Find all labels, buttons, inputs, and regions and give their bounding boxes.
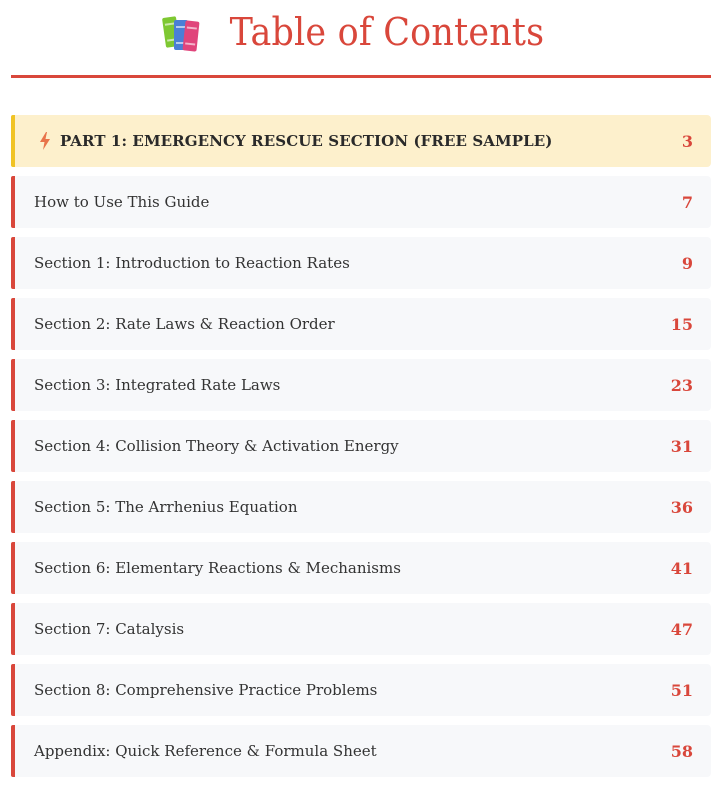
toc-entry-label: Section 8: Comprehensive Practice Problems	[34, 681, 378, 699]
toc-entry-label: Section 6: Elementary Reactions & Mechanisms	[34, 559, 401, 577]
toc-entry-page: 58	[670, 741, 693, 761]
toc-entry-label: Section 3: Integrated Rate Laws	[34, 376, 281, 394]
toc-entry[interactable]	[11, 298, 711, 350]
title-divider	[11, 75, 711, 78]
toc-entry-page: 3	[681, 131, 693, 151]
toc-entry-page: 51	[670, 680, 693, 700]
toc-entry-label: Appendix: Quick Reference & Formula Sheet	[34, 742, 377, 760]
toc-entry-label: Section 2: Rate Laws & Reaction Order	[34, 315, 335, 333]
toc-entry[interactable]	[11, 420, 711, 472]
toc-entry[interactable]	[11, 359, 711, 411]
toc-entry-page: 15	[670, 314, 693, 334]
books-icon	[162, 12, 202, 52]
toc-entry-page: 36	[670, 497, 693, 517]
toc-entry-page: 7	[681, 192, 693, 212]
page-title: Table of Contents	[229, 10, 544, 54]
toc-entry[interactable]	[11, 603, 711, 655]
toc-entry-featured[interactable]	[11, 115, 711, 167]
toc-entry[interactable]	[11, 176, 711, 228]
toc-entry[interactable]	[11, 237, 711, 289]
toc-entry-page: 31	[670, 436, 693, 456]
toc-entry-page: 9	[681, 253, 693, 273]
toc-entry-label: Section 5: The Arrhenius Equation	[34, 498, 298, 516]
toc-entry-label: PART 1: EMERGENCY RESCUE SECTION (FREE SAMPLE)	[60, 132, 553, 150]
toc-list	[11, 115, 711, 786]
toc-entry-label: Section 1: Introduction to Reaction Rates	[34, 254, 350, 272]
toc-entry-label: How to Use This Guide	[34, 193, 210, 211]
toc-entry[interactable]	[11, 725, 711, 777]
toc-entry-page: 47	[670, 619, 693, 639]
toc-entry-label: Section 4: Collision Theory & Activation Energy	[34, 437, 399, 455]
toc-entry-label: Section 7: Catalysis	[34, 620, 185, 638]
lightning-bolt-icon	[39, 132, 51, 150]
toc-entry[interactable]	[11, 542, 711, 594]
toc-entry[interactable]	[11, 481, 711, 533]
toc-entry-page: 23	[670, 375, 693, 395]
toc-entry-page: 41	[670, 558, 693, 578]
toc-entry[interactable]	[11, 664, 711, 716]
page-header	[0, 0, 719, 64]
